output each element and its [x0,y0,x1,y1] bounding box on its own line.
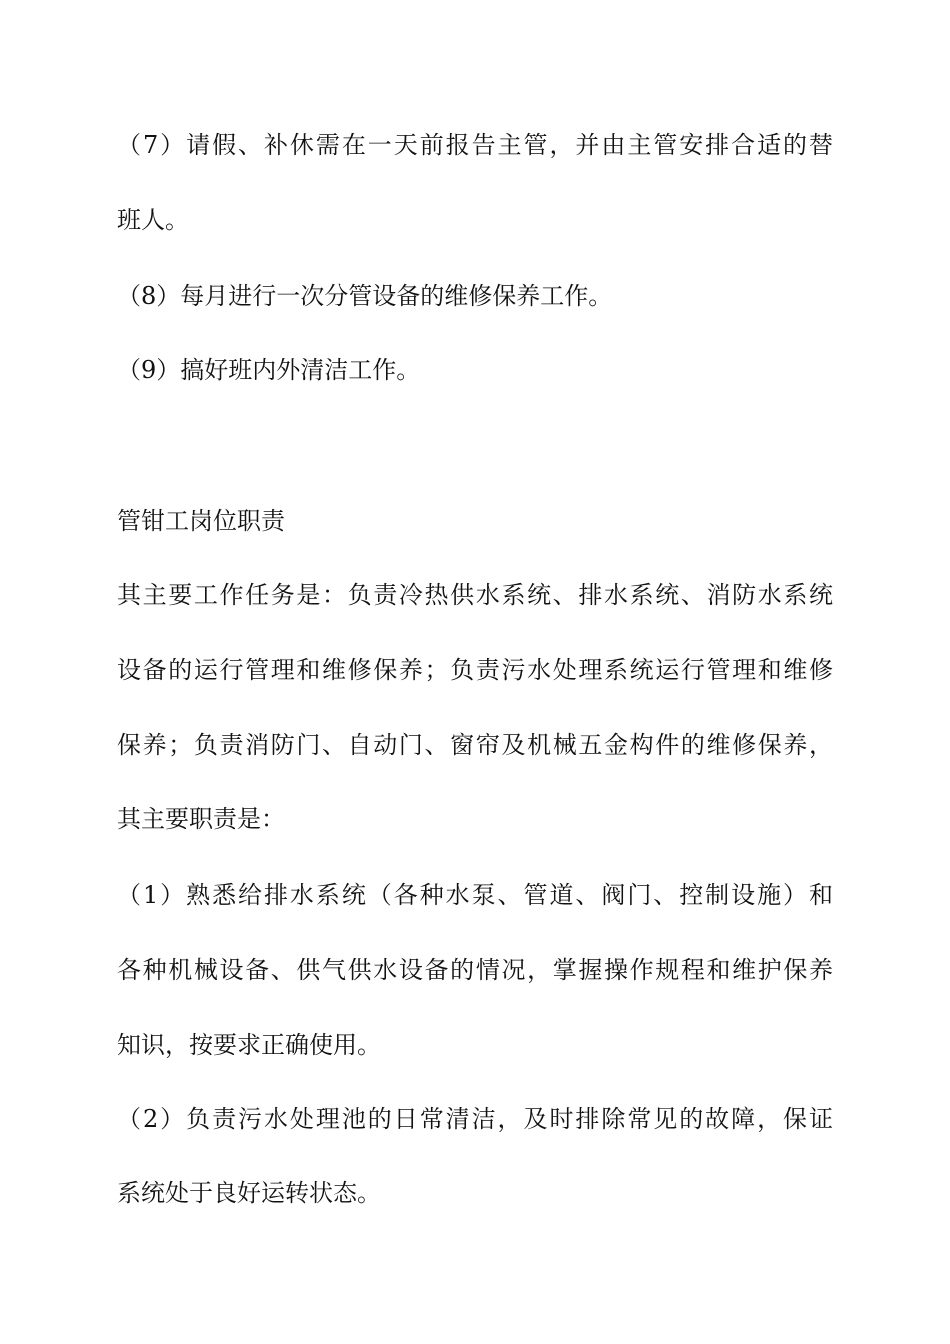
paragraph-line-4: 其主要职责是： [117,805,285,833]
paragraph-line-3: 保养；负责消防门、自动门、窗帘及机械五金构件的维修保养， [117,731,833,759]
list-item-7-line-1: （7）请假、补休需在一天前报告主管，并由主管安排合适的替 [117,131,833,159]
list-item-1-line-2: 各种机械设备、供气供水设备的情况，掌握操作规程和维护保养 [117,956,833,984]
paragraph-line-2: 设备的运行管理和维修保养；负责污水处理系统运行管理和维修 [117,656,833,684]
list-item-2-line-2: 系统处于良好运转状态。 [117,1179,381,1207]
list-item-9: （9）搞好班内外清洁工作。 [117,356,421,384]
list-item-7-line-2: 班人。 [117,206,189,234]
list-item-8: （8）每月进行一次分管设备的维修保养工作。 [117,282,613,310]
list-item-1-line-1: （1）熟悉给排水系统（各种水泵、管道、阀门、控制设施）和 [117,881,833,909]
paragraph-line-1: 其主要工作任务是：负责冷热供水系统、排水系统、消防水系统 [117,581,833,609]
section-heading: 管钳工岗位职责 [117,507,285,535]
list-item-2-line-1: （2）负责污水处理池的日常清洁，及时排除常见的故障，保证 [117,1105,833,1133]
list-item-1-line-3: 知识，按要求正确使用。 [117,1031,381,1059]
